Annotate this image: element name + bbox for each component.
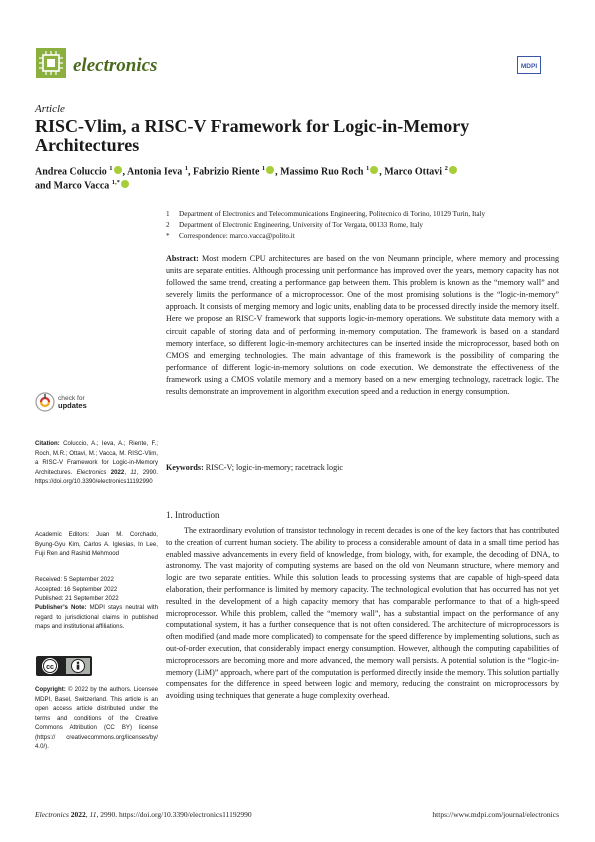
journal-name: electronics: [73, 55, 158, 76]
citation-text: Coluccio, A.; Ieva, A.; Riente, F.; Roch, M.R.; Ottavi, M.; Vacca, M. RISC-Vlim, a RISC-V Framework for Logic-in-Memory Architectures.: [35, 440, 158, 476]
author-name[interactable]: Fabrizio Riente: [193, 166, 260, 178]
authors-line-1: Andrea Coluccio $^1$ , Antonia Ieva $^1$, Fabrizio Riente $^1$ , Massimo Ruo Roch $^1$ , Marco Ottavi $^2$: [35, 165, 458, 177]
check-updates-line2: updates: [58, 401, 87, 410]
citation-volume: 11: [130, 468, 137, 476]
author-affiliation-mark: 1: [109, 165, 113, 172]
published-date: Published: 21 September 2022: [35, 595, 119, 602]
svg-text:cc: cc: [46, 664, 54, 671]
orcid-icon[interactable]: [114, 166, 122, 174]
copyright-text: © 2022 by the authors. Licensee MDPI, Basel, Switzerland. This article is an open access article distributed under the terms and conditions of the Creative Commons Attribution (CC BY) license (https:// creativecommons.org/licenses/by/ 4.0/).: [35, 686, 158, 750]
author-name[interactable]: Massimo Ruo Roch: [280, 166, 364, 178]
author-name[interactable]: Marco Vacca: [53, 180, 110, 192]
affiliation-row: [166, 209, 485, 220]
keywords-text: RISC-V; logic-in-memory; racetrack logic: [205, 463, 343, 472]
orcid-icon[interactable]: [266, 166, 274, 174]
affiliation-text: Department of Electronics and Telecommunications Engineering, Politecnico di Torino, 10129 Turin, Italy: [179, 210, 486, 218]
author-affiliation-mark: 1,*: [111, 179, 120, 186]
academic-editors: Academic Editors: Juan M. Corchado, Byung-Gyu Kim, Carlos A. Iglesias, In Lee, Fuji Ren and Rashid Mehmood: [35, 531, 158, 557]
author-name[interactable]: Antonia Ieva: [126, 166, 183, 178]
citation-label: Citation:: [35, 440, 60, 447]
circuit-logo-icon: [36, 48, 66, 78]
accepted-date: Accepted: 16 September 2022: [35, 585, 118, 593]
citation-block: Citation: Coluccio, A.; Ieva, A.; Riente, F.; Roch, M.R.; Ottavi, M.; Vacca, M. RISC-Vlim, a RISC-V Framework for Logic-in-Memory Architectures. Electronics 2022, 11, 2990. https://doi.org/10.3390/electronics11192990: [35, 440, 158, 485]
affiliations: [166, 209, 485, 242]
abstract-text: Most modern CPU architectures are based on the von Neumann principle, where memory and processing units are separate entities. Although processing unit performance has improved over the years, memory capacity has not followed the same trend, creating a performance gap between them. This problem is known as the “memory wall” and severely limits the performance of a microprocessor. One of the most promising solutions is the “logic-in-memory” approach. It consists of merging memory and logic units, enabling data to be processed directly inside the memory itself. Here we propose an RISC-V framework that supports logic-in-memory operations. We substitute data memory with a circuit capable of storing data and of performing in-memory computation. The framework is based on a standard memory interface, so different logic-in-memory architectures can be inserted inside the microprocessor, based both on CMOS and emerging technologies. The main advantage of this framework is the possibility of comparing the performance of different logic-in-memory solutions on code execution. We demonstrate the effectiveness of the framework using a CMOS volatile memory and a memory based on a new emerging technology, racetrack logic. The results demonstrate an improvement in algorithm execution speed and a reduction in energy consumption.: [166, 254, 559, 397]
citation-doi[interactable]: , 2990. https://doi.org/10.3390/electronics11192990: [35, 468, 158, 485]
check-updates-icon: [35, 390, 115, 414]
pubnote-text: MDPI stays neutral with regard to jurisdictional claims in published maps and institutional affiliations.: [35, 604, 158, 630]
author-affiliation-mark: 1: [184, 165, 189, 172]
orcid-icon[interactable]: [370, 166, 378, 174]
introduction-paragraph: The extraordinary evolution of transistor technology in recent decades is one of the key factors that has contributed to the creation of current human society. The ability to process a considerable amount of data in a small time period has enabled massive advancements in every field of knowledge, from biology, with, for example, the decoding of DNA, to astronomy. The vast majority of computing systems are based on the old von Neumann structure, where memory and logic are two separate entities. While this solution leads to processing systems that are capable of high-speed data elaboration, their performance is limited by memory capacity. The technological evolution that has occurred has not yet resulted in the development of a high capacity memory that has comparable performance to that of a high-speed microprocessor. While this problem, called the “memory wall”, has a substantial impact on the performance of any computational system, it has a further consequence that is not often considered. The architecture of microprocessors is often modified (and made more complicated) to compensate for the speed difference by implementing solutions, such as out-of-order execution, that considerably impact energy consumption. However, although the computing capabilities of microprocessors are becoming more and more advanced, the memory wall persists. A potential solution is the “logic-in-memory (LiM)” approach, where part of the computation is performed directly inside the memory. This solution partially compensates for the difference in speed between logic and memory, reducing the constraint on microprocessors by avoiding using techniques that generate a huge complexity overhead.: [166, 526, 559, 701]
author-name[interactable]: Marco Ottavi: [384, 166, 443, 178]
article-type: Article: [35, 103, 65, 115]
mdpi-logo-text: MDPI: [520, 63, 538, 70]
affiliation-mark: 2: [166, 221, 170, 229]
copyright-notice: [35, 685, 158, 752]
journal-logo: [36, 48, 66, 78]
publication-dates: [35, 575, 158, 604]
mdpi-logo-icon: [517, 56, 541, 74]
affiliation-mark: *: [166, 232, 170, 240]
footer-journal-url[interactable]: https://www.mdpi.com/journal/electronics: [432, 810, 559, 819]
mdpi-logo: [517, 56, 541, 74]
affiliation-mark: 1: [166, 210, 170, 218]
affiliation-row: [166, 231, 485, 242]
footer-year: 2022: [70, 810, 86, 819]
author-affiliation-mark: 1: [365, 165, 370, 172]
cc-by-license-badge[interactable]: [36, 656, 92, 676]
pubnote-label: Publisher’s Note:: [35, 604, 87, 611]
abstract-label: Abstract:: [166, 254, 199, 263]
publishers-note: [35, 603, 158, 632]
copyright-label: Copyright:: [35, 686, 66, 693]
received-date: Received: 5 September 2022: [35, 576, 114, 583]
check-updates-line1: check for: [58, 395, 85, 402]
citation-year: 2022: [110, 468, 125, 476]
authors-line-2: [35, 179, 130, 191]
author-affiliation-mark: 2: [444, 165, 448, 172]
author-conjunction: and: [35, 180, 52, 192]
section-heading-introduction: 1. Introduction: [166, 510, 220, 520]
abstract: [166, 253, 559, 398]
citation-journal: Electronics: [76, 468, 107, 476]
footer-doi[interactable]: , 2990. https://doi.org/10.3390/electronics11192990: [96, 810, 252, 819]
orcid-icon[interactable]: [449, 166, 457, 174]
footer-citation: Electronics 2022, 11, 2990. https://doi.org/10.3390/electronics11192990: [35, 810, 252, 819]
footer-volume: 11: [89, 810, 97, 819]
keywords: [166, 462, 559, 474]
keywords-label: Keywords:: [166, 463, 204, 472]
cc-by-icon: [36, 656, 92, 676]
author-affiliation-mark: 1: [261, 165, 266, 172]
check-for-updates-badge[interactable]: [35, 390, 115, 414]
orcid-icon[interactable]: [121, 180, 129, 188]
affiliation-row: [166, 220, 485, 231]
author-name[interactable]: Andrea Coluccio: [35, 166, 107, 178]
article-title: RISC-Vlim, a RISC-V Framework for Logic-in-Memory Architectures: [35, 116, 470, 155]
footer-journal: Electronics: [35, 810, 69, 819]
correspondence-text[interactable]: Correspondence: marco.vacca@polito.it: [179, 232, 295, 240]
affiliation-text: Department of Electronic Engineering, University of Tor Vergata, 00133 Rome, Italy: [179, 221, 424, 229]
